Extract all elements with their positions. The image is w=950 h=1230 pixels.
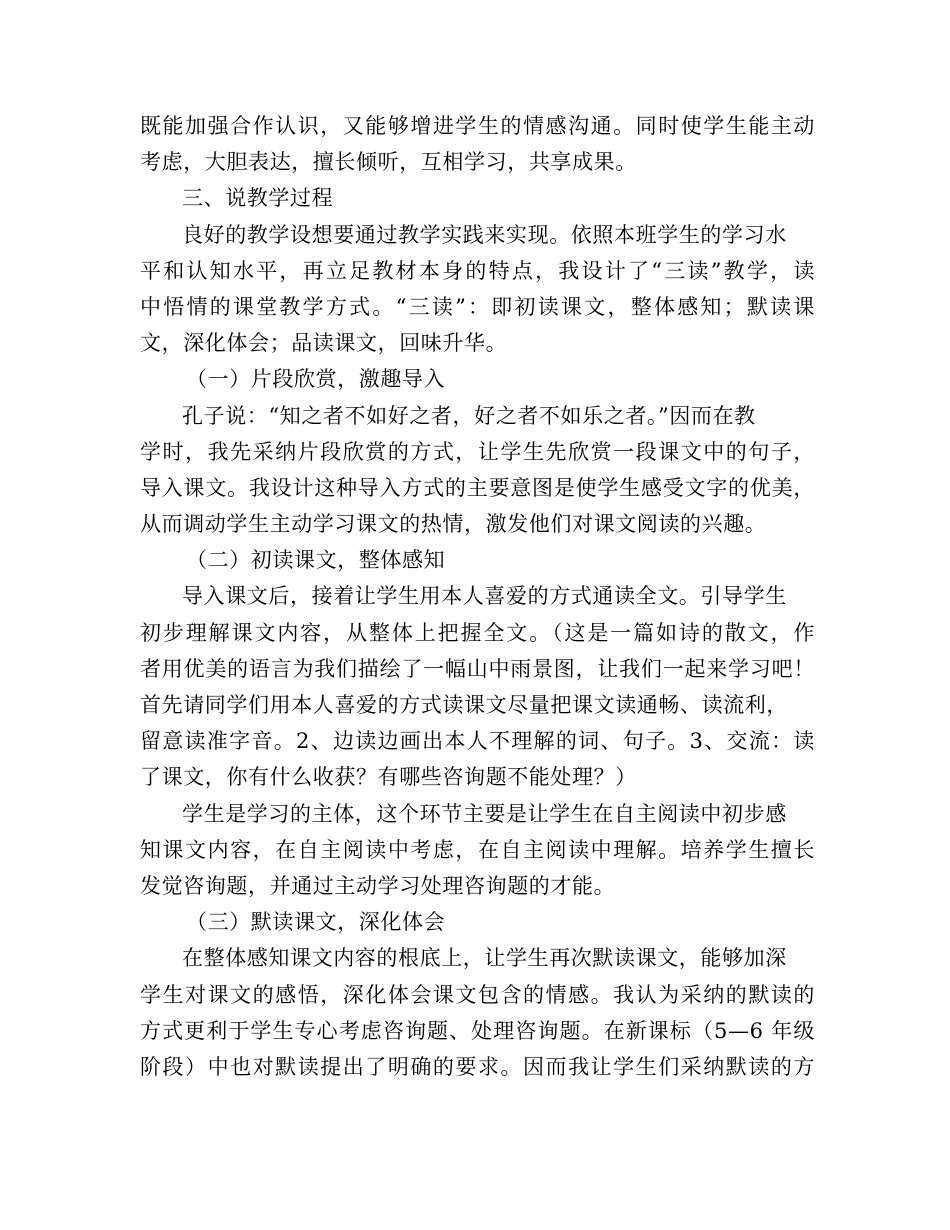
text-line: 在整体感知课文内容的根底上，让学生再次默读课文，能够加深	[182, 946, 787, 971]
text-line: 首先请同学们用本人喜爱的方式读课文尽量把课文读通畅、读流利，	[140, 693, 788, 717]
text-line: 留意读准字音。2、边读边画出本人不理解的词、句子。3、交流：读	[140, 729, 815, 754]
text-line: 导入课文。我设计这种导入方式的主要意图是使学生感受文字的优美，	[140, 475, 815, 500]
subsection-heading: （三）默读课文，深化体会	[186, 910, 446, 935]
text-line: 平和认知水平，再立足教材本身的特点，我设计了“三读”教学，读	[140, 258, 815, 283]
text-line: 方式更利于学生专心考虑咨询题、处理咨询题。在新课标（5—6 年级	[140, 1018, 815, 1043]
subsection-heading: （一）片段欣赏，激趣导入	[186, 367, 446, 392]
text-line: 了课文，你有什么收获？有哪些咨询题不能处理？）	[140, 765, 637, 790]
text-line: 阶段）中也对默读提出了明确的要求。因而我让学生们采纳默读的方	[140, 1054, 815, 1079]
body-text	[140, 108, 815, 1085]
text-line: 良好的教学设想要通过教学实践来实现。依照本班学生的学习水	[182, 222, 787, 247]
text-line: 既能加强合作认识，又能够增进学生的情感沟通。同时使学生能主动	[140, 114, 815, 138]
text-line: 知课文内容，在自主阅读中考虑，在自主阅读中理解。培养学生擅长	[140, 837, 815, 862]
text-line: 孔子说：“知之者不如好之者，好之者不如乐之者。”因而在教	[182, 403, 756, 428]
text-line: 学生对课文的感悟，深化体会课文包含的情感。我认为采纳的默读的	[140, 982, 815, 1007]
text-line: 初步理解课文内容，从整体上把握全文。（这是一篇如诗的散文，作	[140, 620, 815, 645]
text-line: 导入课文后，接着让学生用本人喜爱的方式通读全文。引导学生	[182, 584, 787, 609]
text-line: 考虑，大胆表达，擅长倾听，互相学习，共享成果。	[140, 150, 637, 175]
subsection-heading: （二）初读课文，整体感知	[186, 548, 446, 573]
text-line: 文，深化体会；品读课文，回味升华。	[140, 331, 508, 356]
text-line: 中悟情的课堂教学方式。“三读”：即初读课文，整体感知；默读课	[140, 294, 815, 319]
text-line: 发觉咨询题，并通过主动学习处理咨询题的才能。	[140, 873, 616, 898]
text-line: 学生是学习的主体，这个环节主要是让学生在自主阅读中初步感	[182, 801, 787, 826]
text-line: 从而调动学生主动学习课文的热情，激发他们对课文阅读的兴趣。	[140, 512, 767, 537]
text-line: 学时，我先采纳片段欣赏的方式，让学生先欣赏一段课文中的句子，	[140, 439, 815, 464]
text-line: 者用优美的语言为我们描绘了一幅山中雨景图，让我们一起来学习吧！	[140, 656, 815, 681]
section-heading: 三、说教学过程	[182, 186, 334, 211]
